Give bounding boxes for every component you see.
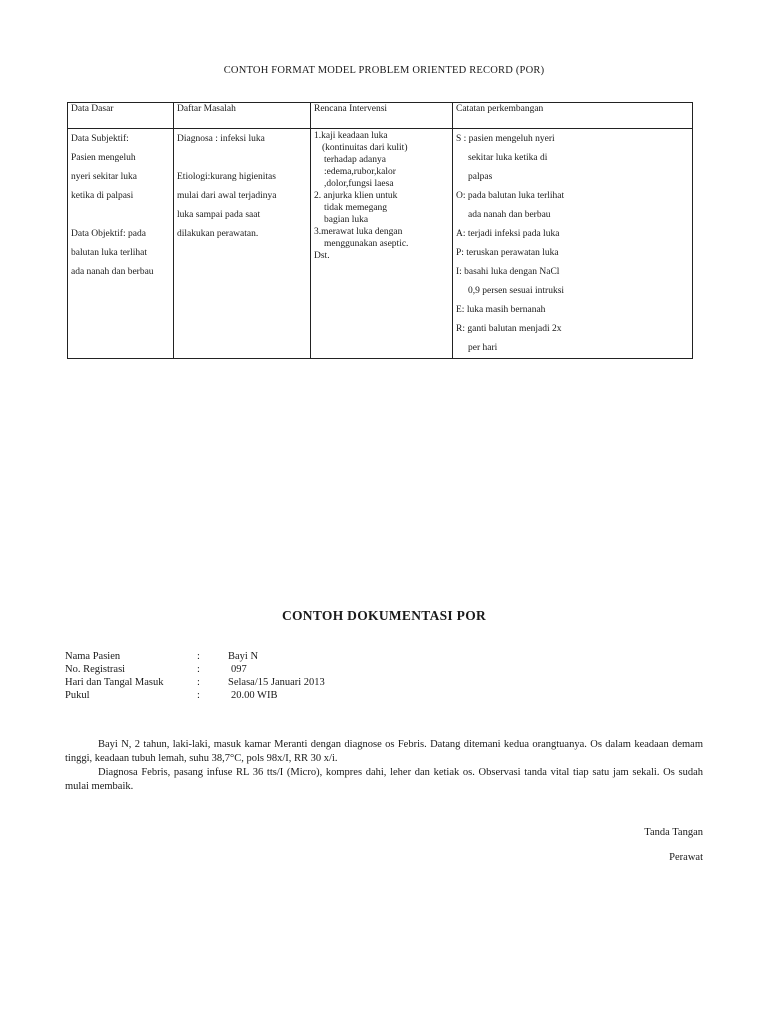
info-label: Pukul [65,690,90,701]
intervensi-line: terhadap adanya [324,155,386,165]
catatan-line: O: pada balutan luka terlihat [456,191,565,201]
catatan-line: A: terjadi infeksi pada luka [456,229,560,239]
narrative [65,738,703,794]
info-value: 097 [231,664,247,675]
subjektif-line: Pasien mengeluh [71,153,136,163]
por-format-title: CONTOH FORMAT MODEL PROBLEM ORIENTED RECORD (POR) [223,65,545,76]
intervensi-line: 2. anjurka klien untuk [314,191,398,201]
narrative-paragraph: Bayi N, 2 tahun, laki-laki, masuk kamar Meranti dengan diagnose os Febris. Datang ditemani kedua orangtuanya. Os dalam keadaan demam tinggi, keadaan tubuh lemah, suhu 38,7°C, pols 98x/I, RR 30 x/i. [65,739,703,764]
table-row [68,129,693,359]
info-value: Bayi N [228,651,259,662]
info-separator: : [197,651,200,662]
intervensi-line: (kontinuitas dari kulit) [322,143,408,153]
patient-info [65,650,365,702]
intervensi-line: Dst. [314,251,330,261]
info-row [65,663,365,676]
intervensi-line: 1.kaji keadaan luka [314,131,388,141]
info-label: No. Registrasi [65,664,126,675]
cell-catatan-perkembangan [453,129,693,359]
intervensi-line: menggunakan aseptic. [324,239,409,249]
info-separator: : [197,664,200,675]
cell-daftar-masalah [174,129,311,359]
catatan-line: I: basahi luka dengan NaCl [456,267,560,277]
catatan-line: P: teruskan perawatan luka [456,248,559,258]
catatan-line: sekitar luka ketika di [468,153,548,163]
catatan-line: per hari [468,343,498,353]
diagnosa-text: Diagnosa : infeksi luka [177,134,265,144]
intervensi-line: ,dolor,fungsi laesa [324,179,394,189]
etiologi-line: luka sampai pada saat [177,210,261,220]
signature-label: Tanda Tangan [644,827,703,838]
catatan-line: ada nanah dan berbau [468,210,551,220]
catatan-line: S : pasien mengeluh nyeri [456,134,555,144]
info-separator: : [197,690,200,701]
objektif-line: balutan luka terlihat [71,248,147,258]
intervensi-line: :edema,rubor,kalor [324,167,396,177]
info-row [65,676,365,689]
info-value: 20.00 WIB [231,690,278,701]
etiologi-line: Etiologi:kurang higienitas [177,172,276,182]
catatan-line: E: luka masih bernanah [456,305,546,315]
info-row [65,650,365,663]
cell-rencana-intervensi [311,129,453,359]
header-data-dasar: Data Dasar [68,103,174,129]
intervensi-line: 3.merawat luka dengan [314,227,403,237]
header-rencana-intervensi: Rencana Intervensi [311,103,453,129]
catatan-line: R: ganti balutan menjadi 2x [456,324,562,334]
header-catatan-perkembangan: Catatan perkembangan [453,103,693,129]
catatan-line: palpas [468,172,493,182]
subjektif-line: ketika di palpasi [71,191,134,201]
signature-role: Perawat [669,852,703,863]
subjektif-line: nyeri sekitar luka [71,172,137,182]
header-daftar-masalah: Daftar Masalah [174,103,311,129]
info-label: Nama Pasien [65,651,121,662]
info-value: Selasa/15 Januari 2013 [228,677,325,688]
objektif-line: ada nanah dan berbau [71,267,154,277]
dokumentasi-title: CONTOH DOKUMENTASI POR [281,608,487,623]
narrative-paragraph: Diagnosa Febris, pasang infuse RL 36 tts/I (Micro), kompres dahi, leher dan ketiak os. Observasi tanda vital tiap satu jam sekali. Os sudah mulai membaik. [65,767,703,792]
table-header-row [68,103,693,129]
info-separator: : [197,677,200,688]
por-table [67,102,693,359]
etiologi-line: mulai dari awal terjadinya [177,191,277,201]
info-row [65,689,365,702]
intervensi-line: bagian luka [324,215,369,225]
info-label: Hari dan Tangal Masuk [65,677,164,688]
cell-data-dasar [68,129,174,359]
catatan-line: 0,9 persen sesuai intruksi [468,286,565,296]
objektif-line: Data Objektif: pada [71,229,146,239]
subjektif-label: Data Subjektif: [71,134,129,144]
etiologi-line: dilakukan perawatan. [177,229,259,239]
intervensi-line: tidak memegang [324,203,388,213]
